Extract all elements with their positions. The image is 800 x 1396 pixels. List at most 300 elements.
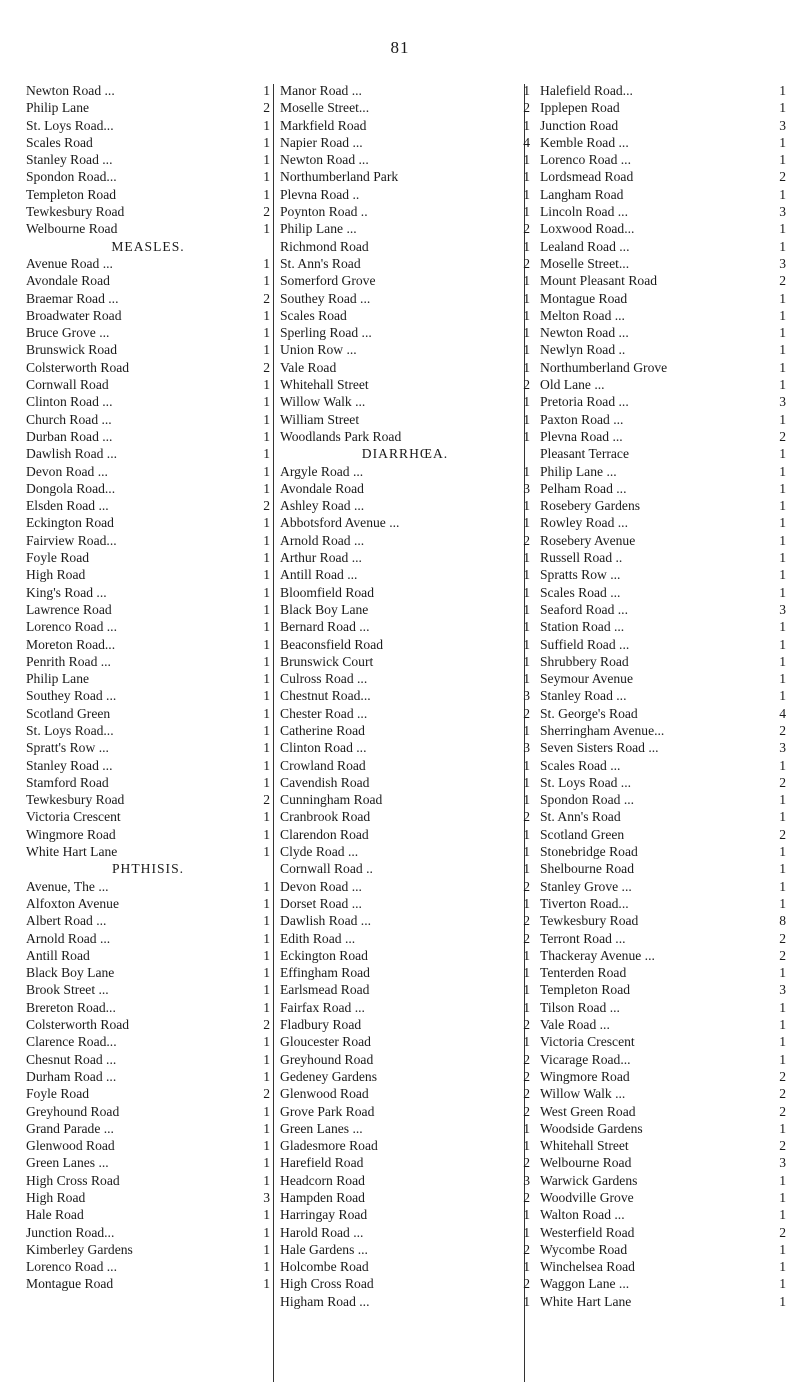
street-name: Glenwood Road [280, 1086, 369, 1102]
case-count: 1 [779, 1051, 786, 1067]
table-row [26, 584, 270, 601]
street-name: High Cross Road [26, 1172, 120, 1188]
case-count: 2 [523, 1051, 530, 1067]
case-count: 1 [263, 930, 270, 946]
case-count: 1 [779, 567, 786, 583]
case-count: 2 [523, 1190, 530, 1205]
table-row [280, 1103, 530, 1120]
table-row [280, 566, 530, 583]
street-name: Moselle Street... [540, 255, 630, 271]
case-count: 1 [263, 1120, 270, 1136]
case-count: 4 [523, 134, 530, 150]
case-count: 1 [779, 307, 786, 323]
street-name: Sherringham Avenue... [540, 722, 665, 738]
case-count: 1 [779, 480, 786, 496]
case-count: 2 [263, 290, 270, 306]
street-name: Avondale Road [26, 273, 110, 289]
case-count: 2 [779, 722, 786, 738]
case-count: 1 [523, 515, 530, 531]
table-row [26, 636, 270, 653]
street-name: Vale Road ... [540, 1017, 610, 1033]
street-name: Clyde Road ... [280, 844, 359, 860]
street-name: Welbourne Road [540, 1155, 632, 1171]
street-name: Cornwall Road [26, 377, 109, 393]
table-row [26, 1154, 270, 1171]
street-name: Albert Road ... [26, 913, 107, 929]
table-row [280, 1068, 530, 1085]
table-row [540, 774, 786, 791]
table-row [280, 705, 530, 722]
table-row [26, 307, 270, 324]
case-count: 1 [263, 1172, 270, 1188]
street-name: Scotland Green [540, 826, 625, 842]
street-name: Tewkesbury Road [540, 913, 639, 929]
table-row [26, 134, 270, 151]
street-name: Tilson Road ... [540, 999, 620, 1015]
table-row [540, 1085, 786, 1102]
street-name: Elsden Road ... [26, 498, 109, 514]
table-row [280, 895, 530, 912]
table-row [26, 687, 270, 704]
case-count: 1 [263, 619, 270, 635]
case-count: 1 [523, 186, 530, 202]
street-name: Paxton Road ... [540, 411, 624, 427]
table-row [540, 376, 786, 393]
street-name: Ipplepen Road [540, 100, 620, 116]
table-row [26, 445, 270, 462]
case-count: 2 [523, 1086, 530, 1102]
street-name: Lordsmead Road [540, 169, 634, 185]
table-row [540, 1241, 786, 1258]
table-row [540, 186, 786, 203]
case-count: 2 [263, 1086, 270, 1102]
table-row [540, 255, 786, 272]
table-row [540, 1068, 786, 1085]
table-row [26, 878, 270, 895]
street-name: Durham Road ... [26, 1068, 117, 1084]
table-row [280, 618, 530, 635]
table-row [540, 1275, 786, 1292]
street-name: Durban Road ... [26, 428, 113, 444]
street-name: Foyle Road [26, 1086, 90, 1102]
table-row [26, 463, 270, 480]
street-name: St. Ann's Road [280, 255, 361, 271]
table-row [540, 393, 786, 410]
case-count: 1 [779, 1034, 786, 1050]
case-count: 1 [523, 83, 530, 98]
case-count: 2 [523, 1068, 530, 1084]
case-count: 1 [523, 792, 530, 808]
case-count: 2 [523, 255, 530, 271]
table-row [540, 687, 786, 704]
table-row [26, 739, 270, 756]
case-count: 1 [263, 740, 270, 756]
case-count: 1 [263, 152, 270, 168]
table-row [26, 341, 270, 358]
street-name: Bruce Grove ... [26, 325, 110, 341]
street-name: Grove Park Road [280, 1103, 375, 1119]
table-row [280, 843, 530, 860]
case-count: 2 [523, 1017, 530, 1033]
street-name: Stanley Road ... [26, 757, 113, 773]
case-count: 1 [263, 1276, 270, 1292]
street-name: Napier Road ... [280, 134, 363, 150]
street-name: Green Lanes ... [26, 1155, 109, 1171]
case-count: 2 [523, 930, 530, 946]
case-count: 1 [263, 463, 270, 479]
case-count: 2 [523, 913, 530, 929]
table-row [540, 290, 786, 307]
table-row [540, 722, 786, 739]
street-name: Terront Road ... [540, 930, 626, 946]
street-name: Westerfield Road [540, 1224, 635, 1240]
street-name: Victoria Crescent [540, 1034, 635, 1050]
case-count: 1 [779, 636, 786, 652]
street-name: Clarence Road... [26, 1034, 117, 1050]
table-row [540, 912, 786, 929]
table-row [540, 151, 786, 168]
table-row [26, 895, 270, 912]
table-row [540, 791, 786, 808]
table-row [26, 601, 270, 618]
table-row [540, 843, 786, 860]
street-name: Green Lanes ... [280, 1120, 363, 1136]
table-row [540, 445, 786, 462]
case-count: 1 [263, 377, 270, 393]
table-row [540, 618, 786, 635]
case-count: 2 [523, 1241, 530, 1257]
street-name: Gedeney Gardens [280, 1068, 378, 1084]
street-name: Woodlands Park Road [280, 428, 402, 444]
street-name: Poynton Road .. [280, 204, 368, 220]
street-name: Avondale Road [280, 480, 364, 496]
table-row [280, 791, 530, 808]
case-count: 1 [523, 238, 530, 254]
table-row [280, 359, 530, 376]
case-count: 1 [523, 982, 530, 998]
table-row [540, 981, 786, 998]
case-count: 1 [263, 532, 270, 548]
street-name: Moreton Road... [26, 636, 116, 652]
table-row [26, 411, 270, 428]
case-count: 1 [523, 653, 530, 669]
street-name: Crowland Road [280, 757, 366, 773]
case-count: 3 [779, 117, 786, 133]
case-count: 1 [523, 999, 530, 1015]
case-count: 1 [263, 446, 270, 462]
case-count: 1 [523, 619, 530, 635]
case-count: 2 [523, 377, 530, 393]
table-row [280, 653, 530, 670]
table-row [280, 497, 530, 514]
table-row [26, 532, 270, 549]
table-row [540, 272, 786, 289]
table-row [540, 878, 786, 895]
table-row [540, 238, 786, 255]
street-name: Philip Lane ... [280, 221, 357, 237]
case-count: 1 [779, 290, 786, 306]
table-row [540, 203, 786, 220]
street-name: Fairfax Road ... [280, 999, 365, 1015]
street-name: Foyle Road [26, 550, 90, 566]
street-name: Templeton Road [26, 186, 117, 202]
table-row [540, 497, 786, 514]
street-name: Catherine Road [280, 722, 365, 738]
table-row [280, 393, 530, 410]
table-row [26, 1275, 270, 1292]
street-name: Bernard Road ... [280, 619, 370, 635]
street-name: Stamford Road [26, 774, 109, 790]
street-name: St. Loys Road ... [540, 774, 632, 790]
table-row [280, 1189, 530, 1206]
case-count: 1 [263, 134, 270, 150]
case-count: 1 [779, 342, 786, 358]
table-row [280, 186, 530, 203]
table-row [280, 722, 530, 739]
table-row [540, 808, 786, 825]
street-name: Woodville Grove [540, 1190, 634, 1205]
case-count: 2 [263, 100, 270, 116]
street-name: Clinton Road ... [280, 740, 367, 756]
table-row [280, 1172, 530, 1189]
case-count: 1 [263, 1207, 270, 1223]
table-row [280, 220, 530, 237]
table-row [280, 341, 530, 358]
case-count: 1 [263, 1103, 270, 1119]
table-row [280, 739, 530, 756]
street-name: Dorset Road ... [280, 895, 362, 911]
street-name: Brook Street ... [26, 982, 109, 998]
table-row [280, 1154, 530, 1171]
table-row [280, 964, 530, 981]
street-name: St. George's Road [540, 705, 638, 721]
table-row [280, 376, 530, 393]
street-name: Penrith Road ... [26, 653, 111, 669]
table-row [280, 878, 530, 895]
case-count: 1 [779, 463, 786, 479]
case-count: 2 [523, 705, 530, 721]
table-row [26, 82, 270, 99]
case-count: 1 [263, 688, 270, 704]
case-count: 1 [263, 705, 270, 721]
case-count: 4 [779, 705, 786, 721]
case-count: 1 [263, 913, 270, 929]
case-count: 1 [523, 826, 530, 842]
table-row [280, 601, 530, 618]
street-name: Junction Road... [26, 1224, 115, 1240]
table-row [540, 117, 786, 134]
table-row [540, 359, 786, 376]
table-row [280, 1275, 530, 1292]
street-name: Sperling Road ... [280, 325, 372, 341]
section-heading: DIARRHŒA. [361, 446, 449, 462]
street-name: Scales Road ... [540, 757, 621, 773]
case-count: 1 [523, 1224, 530, 1240]
table-row [26, 843, 270, 860]
table-row [280, 411, 530, 428]
street-name: Spratt's Row ... [26, 740, 109, 756]
case-count: 1 [523, 844, 530, 860]
case-count: 1 [779, 671, 786, 687]
street-name: Higham Road ... [280, 1293, 370, 1309]
case-count: 3 [779, 740, 786, 756]
street-name: Winchelsea Road [540, 1259, 635, 1275]
street-name: Harringay Road [280, 1207, 368, 1223]
table-row [26, 99, 270, 116]
table-row [280, 1224, 530, 1241]
case-count: 1 [263, 982, 270, 998]
street-name: Lorenco Road ... [26, 1259, 117, 1275]
case-count: 1 [779, 895, 786, 911]
table-row [280, 808, 530, 825]
table-row [540, 480, 786, 497]
case-count: 1 [523, 325, 530, 341]
street-name: Alfoxton Avenue [26, 895, 119, 911]
table-row [280, 999, 530, 1016]
table-row [26, 117, 270, 134]
street-name: Culross Road ... [280, 671, 368, 687]
table-row [26, 981, 270, 998]
street-name: Eckington Road [280, 947, 368, 963]
table-row [26, 1258, 270, 1275]
street-name: Clarendon Road [280, 826, 369, 842]
case-count: 1 [523, 411, 530, 427]
street-name: Woodside Gardens [540, 1120, 643, 1136]
table-row [26, 1241, 270, 1258]
table-row [540, 1224, 786, 1241]
table-row [280, 238, 530, 255]
table-row [26, 1137, 270, 1154]
table-row [540, 341, 786, 358]
table-row [540, 99, 786, 116]
street-name: Earlsmead Road [280, 982, 370, 998]
case-count: 1 [779, 1293, 786, 1309]
case-count: 1 [523, 428, 530, 444]
table-row [280, 930, 530, 947]
case-count: 2 [779, 774, 786, 790]
case-count: 1 [263, 117, 270, 133]
case-count: 3 [523, 688, 530, 704]
case-count: 1 [263, 221, 270, 237]
case-count: 1 [263, 186, 270, 202]
table-row [280, 151, 530, 168]
street-name: Southey Road ... [26, 688, 117, 704]
street-name: Fairview Road... [26, 532, 117, 548]
case-count: 1 [523, 498, 530, 514]
street-name: Langham Road [540, 186, 624, 202]
street-name: Montague Road [540, 290, 628, 306]
table-row [26, 705, 270, 722]
case-count: 1 [263, 947, 270, 963]
case-count: 2 [523, 1276, 530, 1292]
case-count: 2 [779, 169, 786, 185]
street-name: Philip Lane ... [540, 463, 617, 479]
street-name: Vale Road [280, 359, 337, 375]
street-count-table [26, 82, 786, 1310]
street-name: Argyle Road ... [280, 463, 364, 479]
case-count: 1 [263, 774, 270, 790]
table-row [280, 272, 530, 289]
street-name: Hale Gardens ... [280, 1241, 368, 1257]
case-count: 8 [779, 913, 786, 929]
case-count: 1 [263, 999, 270, 1015]
street-name: West Green Road [540, 1103, 636, 1119]
street-name: Dawlish Road ... [280, 913, 371, 929]
street-name: Greyhound Road [26, 1103, 120, 1119]
case-count: 2 [523, 1103, 530, 1119]
case-count: 1 [263, 1138, 270, 1154]
case-count: 1 [263, 965, 270, 981]
table-row [540, 1172, 786, 1189]
case-count: 1 [779, 186, 786, 202]
street-name: Rowley Road ... [540, 515, 628, 531]
table-row [540, 1189, 786, 1206]
street-name: Bloomfield Road [280, 584, 375, 600]
street-name: Clinton Road ... [26, 394, 113, 410]
table-row [280, 134, 530, 151]
table-row [540, 532, 786, 549]
case-count: 1 [779, 653, 786, 669]
case-count: 1 [779, 532, 786, 548]
table-row [540, 514, 786, 531]
street-name: St. Loys Road... [26, 117, 114, 133]
case-count: 1 [779, 550, 786, 566]
table-row [280, 1241, 530, 1258]
street-name: Ashley Road ... [280, 498, 365, 514]
table-row [280, 687, 530, 704]
street-name: Victoria Crescent [26, 809, 121, 825]
case-count: 1 [523, 463, 530, 479]
case-count: 3 [263, 1190, 270, 1205]
table-row [540, 826, 786, 843]
table-row [26, 722, 270, 739]
case-count: 1 [779, 1172, 786, 1188]
case-count: 1 [523, 1120, 530, 1136]
street-name: King's Road ... [26, 584, 107, 600]
table-row [280, 532, 530, 549]
table-row [280, 981, 530, 998]
case-count: 1 [779, 809, 786, 825]
table-row [26, 220, 270, 237]
street-name: Seven Sisters Road ... [540, 740, 659, 756]
street-name: Dongola Road... [26, 480, 116, 496]
street-name: Wingmore Road [26, 826, 116, 842]
table-row [280, 480, 530, 497]
case-count: 2 [523, 878, 530, 894]
table-row [540, 739, 786, 756]
street-name: Brunswick Road [26, 342, 117, 358]
street-name: Pleasant Terrace [540, 446, 629, 462]
table-row [280, 1258, 530, 1275]
case-count: 2 [779, 273, 786, 289]
street-name: Templeton Road [540, 982, 631, 998]
street-name: Lawrence Road [26, 601, 112, 617]
case-count: 1 [263, 636, 270, 652]
street-name: Southey Road ... [280, 290, 371, 306]
street-name: Avenue Road ... [26, 255, 113, 271]
table-row [540, 463, 786, 480]
case-count: 1 [779, 411, 786, 427]
table-row [540, 947, 786, 964]
street-name: Edith Road ... [280, 930, 356, 946]
case-count: 1 [779, 965, 786, 981]
case-count: 1 [523, 117, 530, 133]
table-row [540, 705, 786, 722]
street-name: Northumberland Grove [540, 359, 668, 375]
case-count: 1 [779, 844, 786, 860]
case-count: 1 [779, 1120, 786, 1136]
table-row [26, 1051, 270, 1068]
